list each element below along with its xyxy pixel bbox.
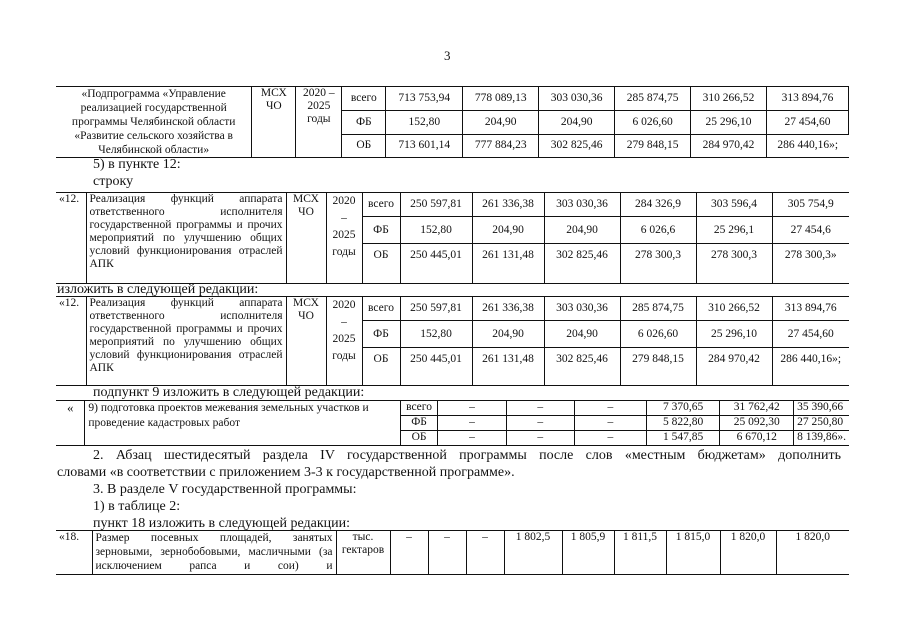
value-cell: 7 370,65 — [646, 401, 720, 416]
value-cell: 286 440,16»; — [766, 134, 848, 157]
value-cell: 25 296,10 — [691, 111, 767, 134]
value-cell: 278 300,3 — [696, 244, 772, 284]
item-label: Реализация функций аппарата ответственного исполнителя государственной программы и прочих мероприятий по улучшению общих условий функционирования отраслей АПК — [86, 193, 286, 284]
source-cell: всего — [400, 401, 438, 416]
value-cell: – — [574, 401, 646, 416]
value-cell: 286 440,16»; — [772, 348, 849, 386]
source-cell: ФБ — [362, 321, 400, 348]
value-cell: 279 848,15 — [620, 348, 696, 386]
value-cell: – — [506, 416, 574, 431]
subprogram-table — [56, 86, 849, 158]
value-cell: 25 296,1 — [696, 217, 772, 244]
executor-cell: МСХ ЧО — [286, 193, 326, 284]
years-cell: 2020 – 2025 годы — [296, 87, 342, 158]
item-number: «12. — [56, 193, 86, 284]
paragraph-4: 1) в таблице 2: — [93, 499, 181, 514]
value-cell: 1 820,0 — [776, 531, 849, 575]
value-cell: 713 601,14 — [386, 134, 463, 157]
value-cell: 152,80 — [386, 111, 463, 134]
value-cell: 778 089,13 — [463, 87, 539, 111]
value-cell: 27 454,60 — [772, 321, 849, 348]
value-cell: – — [574, 431, 646, 446]
value-cell: 310 266,52 — [691, 87, 767, 111]
item-label: Реализация функций аппарата ответственного исполнителя государственной программы и прочих мероприятий по улучшению общих условий функционирования отраслей АПК — [86, 297, 286, 386]
unit-cell: тыс. гектаров — [336, 531, 390, 575]
text-subpoint-9: подпункт 9 изложить в следующей редакции: — [93, 385, 365, 400]
value-cell: – — [438, 401, 506, 416]
value-cell: 25 092,30 — [720, 416, 794, 431]
years-cell: 2020 – 2025 годы — [326, 193, 362, 284]
value-cell: 250 597,81 — [400, 297, 472, 321]
subpoint-9-table — [56, 400, 849, 446]
value-cell: 27 454,60 — [766, 111, 848, 134]
value-cell: 152,80 — [400, 321, 472, 348]
value-cell: 284 970,42 — [691, 134, 767, 157]
value-cell: 1 815,0 — [666, 531, 720, 575]
value-cell: 261 336,38 — [472, 193, 544, 217]
source-cell: ОБ — [342, 134, 386, 157]
value-cell: 250 445,01 — [400, 244, 472, 284]
value-cell: 303 030,36 — [539, 87, 615, 111]
value-cell: 1 811,5 — [614, 531, 666, 575]
executor-cell: МСХ ЧО — [286, 297, 326, 386]
value-cell: 25 296,10 — [696, 321, 772, 348]
value-cell: 303 596,4 — [696, 193, 772, 217]
value-cell: 152,80 — [400, 217, 472, 244]
source-cell: ФБ — [400, 416, 438, 431]
value-cell: 204,90 — [539, 111, 615, 134]
value-cell: 302 825,46 — [544, 244, 620, 284]
value-cell: 261 131,48 — [472, 348, 544, 386]
text-point-12: 5) в пункте 12: — [93, 157, 181, 172]
value-cell: 303 030,36 — [544, 193, 620, 217]
executor-cell: МСХ ЧО — [252, 87, 296, 158]
value-cell: 302 825,46 — [539, 134, 615, 157]
value-cell: 6 670,12 — [720, 431, 794, 446]
value-cell: 278 300,3 — [620, 244, 696, 284]
item-12-new-table — [56, 296, 849, 386]
value-cell: – — [428, 531, 466, 575]
value-cell: – — [466, 531, 504, 575]
subprogram-label: «Подпрограмма «Управление реализацией государственной программы Челябинской области «Развитие сельского хозяйства в Челябинской области» — [56, 87, 252, 158]
value-cell: 713 753,94 — [386, 87, 463, 111]
source-cell: ОБ — [362, 348, 400, 386]
value-cell: 303 030,36 — [544, 297, 620, 321]
value-cell: – — [506, 431, 574, 446]
source-cell: ФБ — [342, 111, 386, 134]
paragraph-3: 3. В разделе V государственной программы: — [93, 482, 357, 497]
value-cell: 250 597,81 — [400, 193, 472, 217]
value-cell: 35 390,66 — [794, 401, 849, 416]
value-cell: 1 805,9 — [562, 531, 614, 575]
value-cell: 285 874,75 — [615, 87, 691, 111]
text-new-edition: изложить в следующей редакции: — [57, 282, 259, 297]
item-label: Размер посевных площадей, занятых зерновыми, зернобобовыми, масличными (за исключением рапса и сои) и — [92, 531, 336, 575]
value-cell: 204,90 — [472, 321, 544, 348]
item-18-table — [56, 530, 849, 575]
source-cell: всего — [342, 87, 386, 111]
value-cell: 204,90 — [544, 217, 620, 244]
value-cell: 6 026,6 — [620, 217, 696, 244]
item-label: 9) подготовка проектов межевания земельных участков и проведение кадастровых работ — [85, 401, 400, 446]
page-number: 3 — [444, 48, 451, 63]
value-cell: – — [438, 431, 506, 446]
value-cell: 302 825,46 — [544, 348, 620, 386]
years-cell: 2020 – 2025 годы — [326, 297, 362, 386]
source-cell: всего — [362, 193, 400, 217]
value-cell: 27 454,6 — [772, 217, 849, 244]
value-cell: 1 820,0 — [720, 531, 776, 575]
value-cell: 278 300,3» — [772, 244, 849, 284]
value-cell: 284 326,9 — [620, 193, 696, 217]
value-cell: 1 547,85 — [646, 431, 720, 446]
value-cell: 1 802,5 — [504, 531, 562, 575]
value-cell: 204,90 — [472, 217, 544, 244]
value-cell: 250 445,01 — [400, 348, 472, 386]
value-cell: 8 139,86». — [794, 431, 849, 446]
value-cell: 27 250,80 — [794, 416, 849, 431]
value-cell: 6 026,60 — [620, 321, 696, 348]
paragraph-2-line-2: словами «в соответствии с приложением 3-3 к государственной программе». — [57, 465, 515, 480]
value-cell: 261 131,48 — [472, 244, 544, 284]
value-cell: 310 266,52 — [696, 297, 772, 321]
value-cell: – — [574, 416, 646, 431]
item-number: «18. — [56, 531, 92, 575]
value-cell: 313 894,76 — [772, 297, 849, 321]
source-cell: ОБ — [362, 244, 400, 284]
value-cell: 204,90 — [463, 111, 539, 134]
value-cell: 279 848,15 — [615, 134, 691, 157]
value-cell: – — [390, 531, 428, 575]
item-12-old-table — [56, 192, 849, 284]
paragraph-5: пункт 18 изложить в следующей редакции: — [93, 516, 350, 531]
value-cell: – — [438, 416, 506, 431]
item-number: « — [56, 401, 85, 446]
value-cell: 305 754,9 — [772, 193, 849, 217]
value-cell: 5 822,80 — [646, 416, 720, 431]
source-cell: всего — [362, 297, 400, 321]
value-cell: 204,90 — [544, 321, 620, 348]
value-cell: 313 894,76 — [766, 87, 848, 111]
value-cell: 284 970,42 — [696, 348, 772, 386]
paragraph-2-line-1: 2. Абзац шестидесятый раздела IV государственной программы после слов «местным бюджетам» дополнить — [93, 448, 841, 463]
source-cell: ФБ — [362, 217, 400, 244]
value-cell: 777 884,23 — [463, 134, 539, 157]
value-cell: 285 874,75 — [620, 297, 696, 321]
source-cell: ОБ — [400, 431, 438, 446]
value-cell: 31 762,42 — [720, 401, 794, 416]
value-cell: 261 336,38 — [472, 297, 544, 321]
text-line: строку — [93, 174, 134, 189]
item-number: «12. — [56, 297, 86, 386]
value-cell: 6 026,60 — [615, 111, 691, 134]
value-cell: – — [506, 401, 574, 416]
